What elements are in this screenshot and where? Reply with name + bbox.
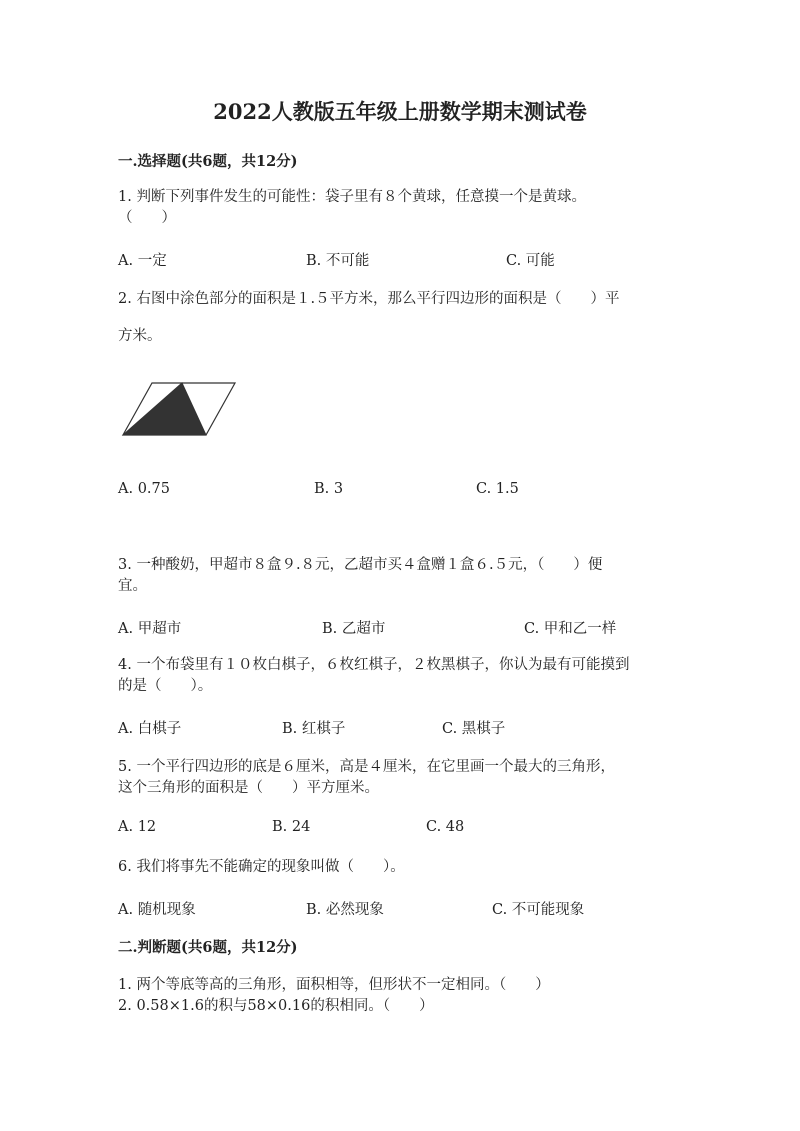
question-4-line-2: 的是（ ）。	[118, 678, 213, 694]
question-2-option-a: A. 0.75	[118, 481, 170, 497]
question-4-option-a: A. 白棋子	[118, 721, 182, 737]
question-2-line-2: 方米。	[118, 328, 162, 344]
judgment-question-1: 1. 两个等底等高的三角形，面积相等，但形状不一定相同。（ ）	[118, 977, 550, 993]
question-2-option-b: B. 3	[314, 481, 344, 497]
question-6-option-b: B. 必然现象	[306, 902, 384, 918]
judgment-question-2: 2. 0.58×1.6的积与58×0.16的积相同。（ ）	[118, 998, 434, 1014]
parallelogram-figure	[118, 378, 240, 440]
question-1-option-c: C. 可能	[506, 253, 555, 269]
question-6-option-c: C. 不可能现象	[492, 902, 585, 918]
question-2-line-1: 2. 右图中涂色部分的面积是１.５平方米，那么平行四边形的面积是（ ）平	[118, 291, 620, 307]
question-5-line-1: 5. 一个平行四边形的底是６厘米，高是４厘米，在它里画一个最大的三角形，	[118, 759, 615, 775]
question-1-option-a: A. 一定	[118, 253, 167, 269]
question-5-option-a: A. 12	[118, 819, 157, 835]
section-heading-judgment: 二.判断题(共6题，共12分)	[118, 939, 298, 956]
question-3-option-a: A. 甲超市	[118, 621, 182, 637]
question-4-option-c: C. 黑棋子	[442, 721, 506, 737]
section-heading-choice: 一.选择题(共6题，共12分)	[118, 153, 298, 170]
question-6-line-1: 6. 我们将事先不能确定的现象叫做（ ）。	[118, 859, 405, 875]
question-2-option-c: C. 1.5	[476, 481, 519, 497]
shaded-triangle	[123, 383, 206, 435]
question-1-line-1: 1. 判断下列事件发生的可能性：袋子里有８个黄球，任意摸一个是黄球。	[118, 189, 586, 205]
page-title: 2022人教版五年级上册数学期末测试卷	[213, 99, 587, 124]
question-3-option-b: B. 乙超市	[322, 621, 386, 637]
question-5-line-2: 这个三角形的面积是（ ）平方厘米。	[118, 780, 379, 796]
question-5-option-c: C. 48	[426, 819, 465, 835]
question-3-line-2: 宜。	[118, 578, 147, 594]
question-3-line-1: 3. 一种酸奶，甲超市８盒９.８元，乙超市买４盒赠１盒６.５元，（ ）便	[118, 557, 603, 573]
question-4-line-1: 4. 一个布袋里有１０枚白棋子，６枚红棋子，２枚黑棋子，你认为最有可能摸到	[118, 657, 630, 673]
question-5-option-b: B. 24	[272, 819, 311, 835]
question-1-option-b: B. 不可能	[306, 253, 370, 269]
question-6-option-a: A. 随机现象	[118, 902, 196, 918]
question-1-line-2: （ ）	[118, 210, 176, 226]
question-4-option-b: B. 红棋子	[282, 721, 346, 737]
question-3-option-c: C. 甲和乙一样	[524, 621, 617, 637]
